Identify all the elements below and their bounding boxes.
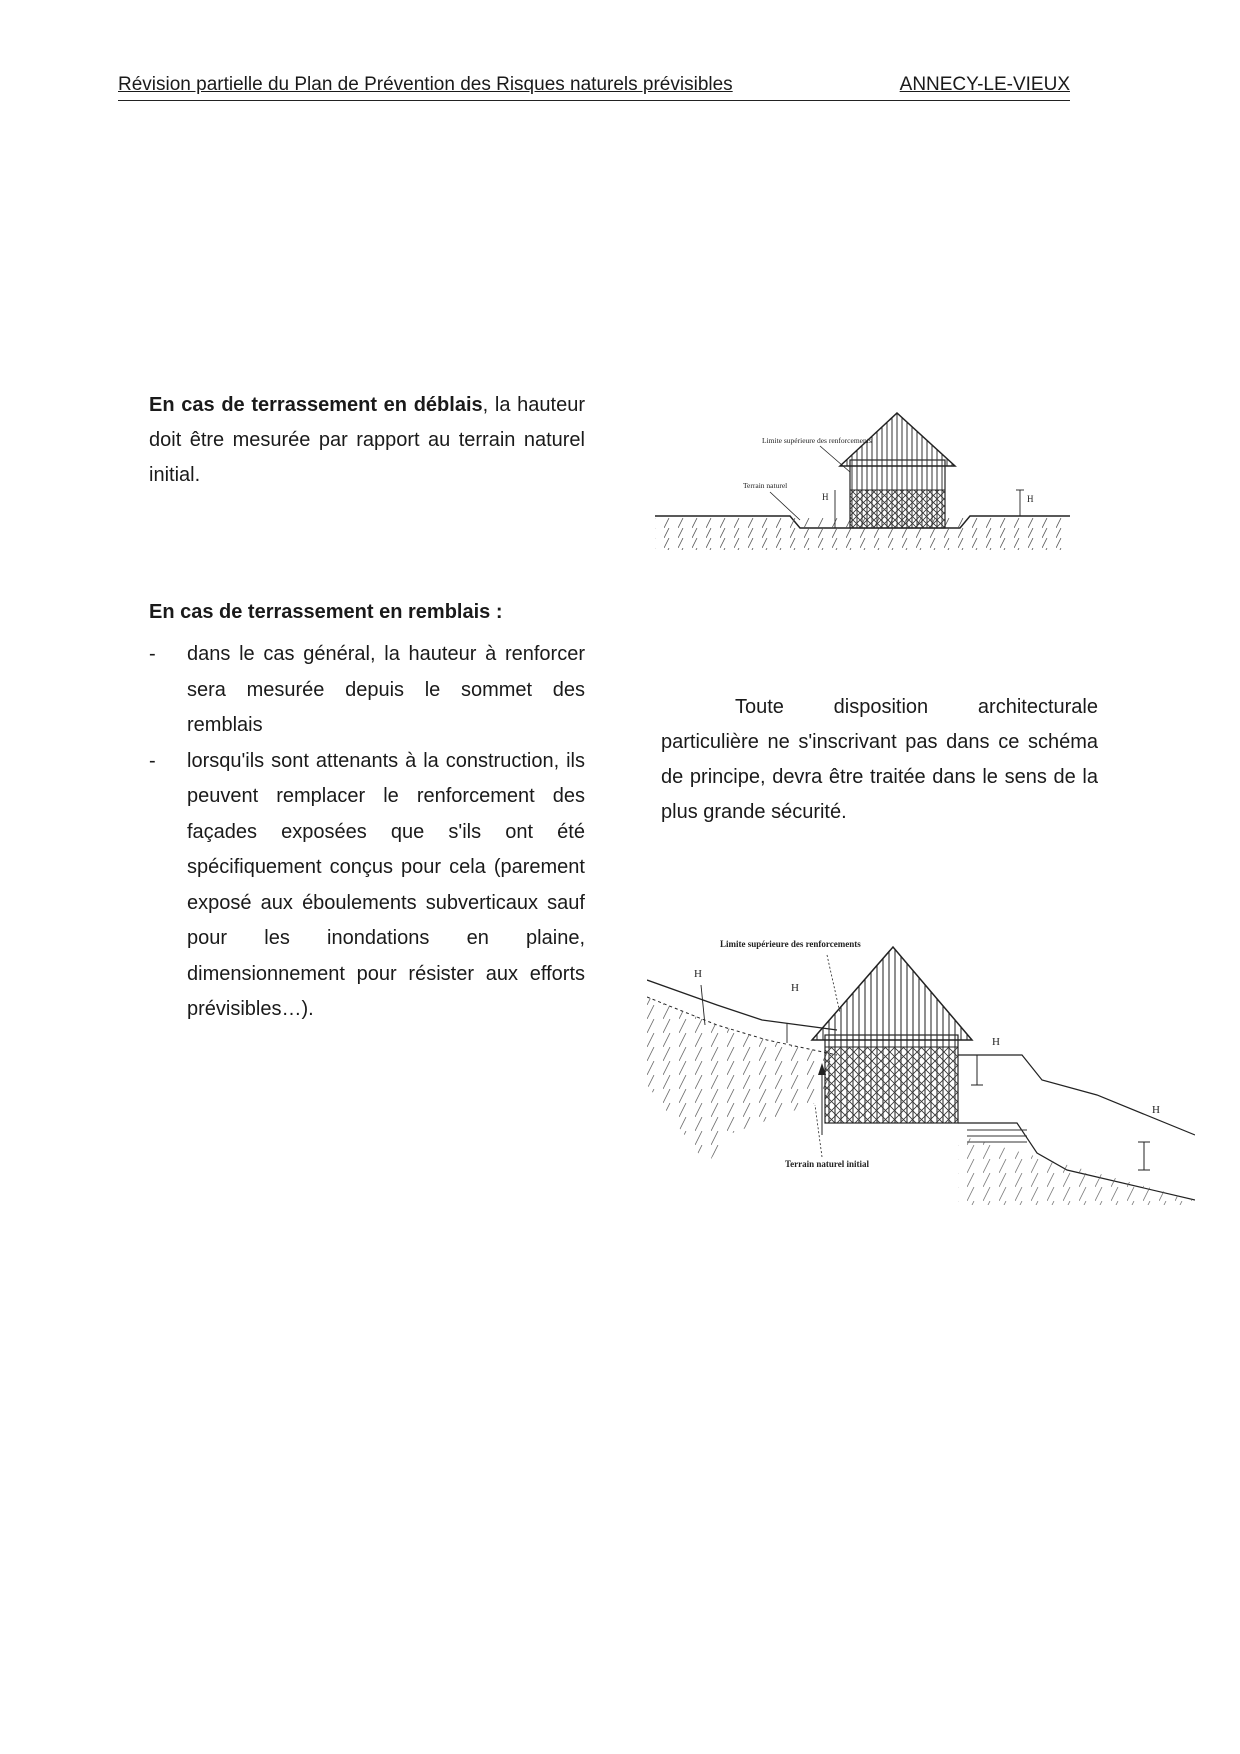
- house-roof: [812, 947, 972, 1040]
- h-marker-ground: H: [1027, 494, 1034, 504]
- header-title: Révision partielle du Plan de Prévention des Risques naturels prévisibles: [118, 74, 733, 95]
- header-commune: ANNECY-LE-VIEUX: [899, 74, 1070, 95]
- remblais-list: [149, 637, 585, 1028]
- remblais-heading: En cas de terrassement en remblais :: [149, 601, 503, 623]
- figure-remblais: [647, 935, 1195, 1205]
- list-item: - lorsqu'ils sont attenants à la construction, ils peuvent remplacer le renforcement des façades exposées que s'ils ont été spécifiquement conçus pour cela (parement exposé aux éboulements subverticaux sauf pour les inondations en plaine, dimensionnement pour résister aux efforts prévisibles…).: [149, 749, 585, 1020]
- remblais-diagram: [647, 935, 1195, 1205]
- h-marker-house: H: [822, 492, 829, 502]
- deblais-heading: En cas de terrassement en déblais: [149, 394, 483, 416]
- terrain-label: Terrain naturel: [743, 481, 788, 490]
- reinforced-zone: [850, 490, 945, 528]
- reinforced-zone: [825, 1047, 958, 1123]
- terrain-label: Terrain naturel initial: [785, 1159, 870, 1169]
- limit-label: Limite supérieure des renforcements: [720, 939, 861, 949]
- h-marker-right: H: [992, 1036, 1000, 1048]
- list-item: - dans le cas général, la hauteur à renforcer sera mesurée depuis le sommet des remblais: [149, 643, 585, 736]
- page-header: [118, 72, 1070, 101]
- h-marker-downhill: H: [1152, 1104, 1160, 1116]
- limit-label: Limite supérieure des renforcements: [762, 436, 872, 445]
- note-text: Toute disposition architecturale particulière ne s'inscrivant pas dans ce schéma de principe, devra être traitée dans le sens de la plus grande sécurité.: [661, 696, 1098, 823]
- deblais-paragraph: [149, 388, 585, 493]
- h-marker-slope: H: [694, 968, 702, 980]
- deblais-text: , la hauteur doit être mesurée par rapport au terrain naturel initial.: [149, 394, 585, 486]
- figure-deblais: [650, 408, 1075, 558]
- h-marker-upper: H: [791, 982, 799, 994]
- deblais-diagram: [650, 408, 1075, 558]
- note-paragraph: [661, 690, 1098, 830]
